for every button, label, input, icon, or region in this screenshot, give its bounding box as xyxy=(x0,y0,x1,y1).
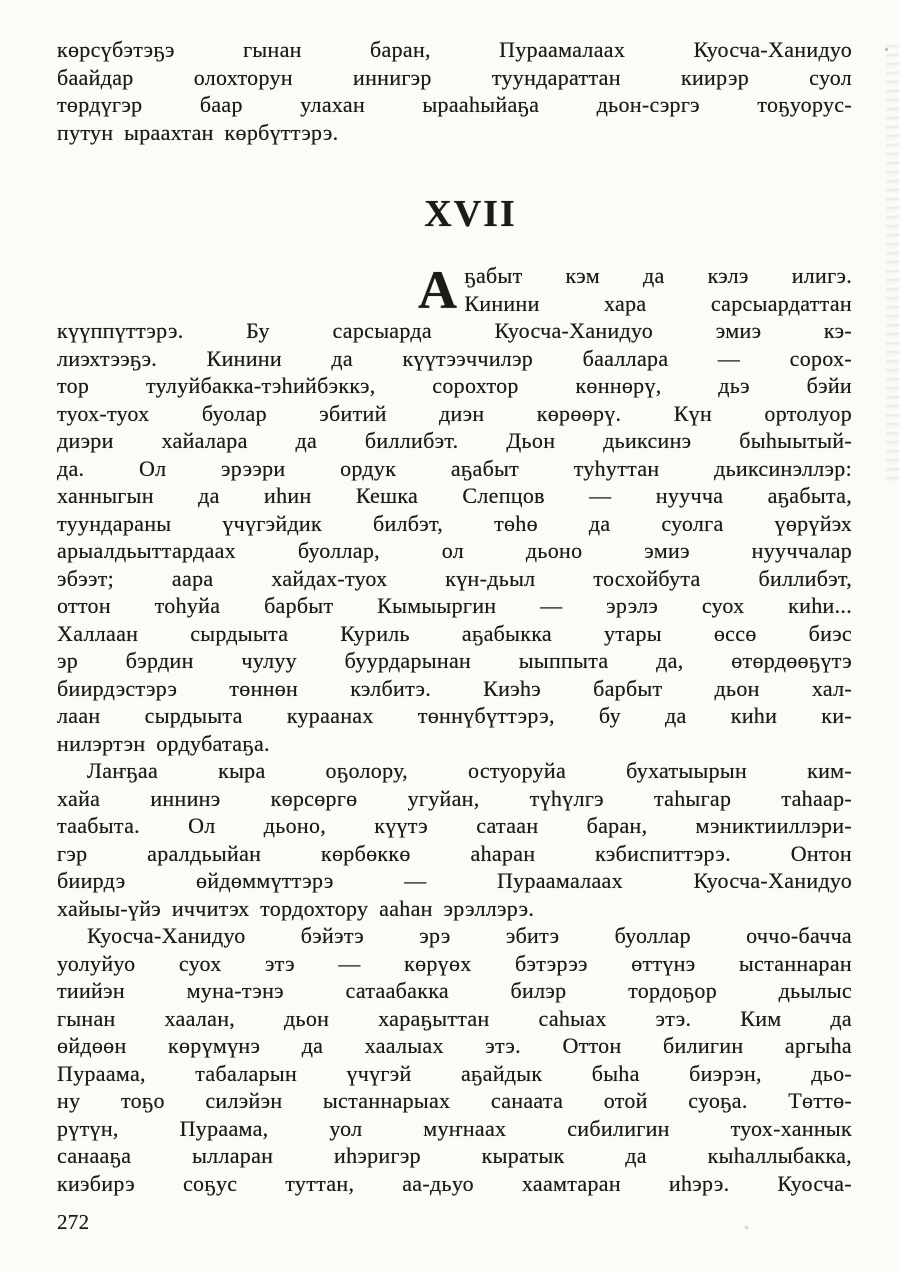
text-line: ҕабыт кэм да кэлэ илигэ. xyxy=(464,263,852,288)
text-line: биирдэ өйдөммүттэрэ — Пураамалаах Куосча-Ханидуо xyxy=(57,868,852,893)
text-line: путун ыраахтан көрбүттэрэ. xyxy=(57,119,339,145)
text-line: лиэхтээҕэ. Кинини да күүтээччилэр бааллара — сорох- xyxy=(57,345,852,371)
text-line: ханныгын да иһин Кешка Слепцов — нуучча аҕабыта, xyxy=(57,483,852,508)
text-line: Халлаан сырдыыта Куриль аҕабыкка утары өссө биэс xyxy=(57,620,852,646)
text-line: таабыта. Ол дьоно, күүтэ сатаан баран, мэниктииллэри- xyxy=(57,813,852,838)
text-line: төрдүгэр баар улахан ырааһыйаҕа дьон-сэргэ тоҕуорус- xyxy=(57,92,852,117)
paragraph-continuation xyxy=(57,36,852,146)
page-number: 272 xyxy=(57,1210,90,1234)
text-line: туох-туох буолар эбитий диэн көрөөрү. Күн ортолуор xyxy=(57,400,852,426)
text-line: хайыы-үйэ иччитэх тордохтору ааһан эрэллэрэ. xyxy=(57,895,535,921)
text-line: лаан сырдыыта кураанах төннүбүттэрэ, бу да киһи ки- xyxy=(57,703,852,728)
dropcap-letter: А xyxy=(418,260,458,320)
scan-speck-artifact xyxy=(885,48,888,51)
paragraph-3 xyxy=(57,922,852,1197)
text-line: күүппүттэрэ. Бу сарсыарда Куосча-Ханидуо эмиэ кэ- xyxy=(57,318,852,343)
text-line: Куосча-Ханидуо бэйэтэ эрэ эбитэ буоллар оччо-бачча xyxy=(87,923,852,948)
text-line: тиийэн муна-тэнэ сатаабакка билэр тордоҕор дьылыс xyxy=(57,978,852,1003)
text-line: гынан хаалан, дьон хараҕыттан саһыах этэ. Ким да xyxy=(57,1005,852,1031)
text-line: гэр аралдьыйан көрбөккө аһаран кэбиспиттэрэ. Онтон xyxy=(57,840,852,866)
text-line: Лаҥҕаа кыра оҕолору, остуоруйа бухатыырын ким- xyxy=(87,758,852,783)
text-line: Кинини хара сарсыардаттан xyxy=(464,290,852,316)
text-line: диэри хайалара да биллибэт. Дьон дьиксинэ быһыытый- xyxy=(57,428,852,453)
text-line: биирдэстэрэ төннөн кэлбитэ. Киэһэ барбыт дьон хал- xyxy=(57,675,852,701)
chapter-opening-lines xyxy=(464,262,852,317)
paragraph-2 xyxy=(57,757,852,922)
text-line: эр бэрдин чулуу буурдарынан ыыппыта да, өтөрдөөҕүтэ xyxy=(57,648,852,673)
text-line: оттон тоһуйа барбыт Кымыыргин — эрэлэ суох киһи... xyxy=(57,593,852,618)
text-line: көрсүбэтэҕэ гынан баран, Пураамалаах Куосча-Ханидуо xyxy=(57,37,852,62)
text-line: хайа иннинэ көрсөргө угуйан, түһүлгэ таһыгар таһаар- xyxy=(57,785,852,811)
scan-edge-artifact xyxy=(886,45,899,485)
text-line: киэбирэ соҕус туттан, аа-дьуо хаамтаран иһэрэ. Куосча- xyxy=(57,1170,852,1196)
text-line: рүтүн, Пураама, уол муҥнаах сибилигин туох-ханнык xyxy=(57,1115,852,1141)
paragraph-opening-tail xyxy=(57,317,852,757)
text-line: арыалдьыттардаах буоллар, ол дьоно эмиэ нууччалар xyxy=(57,538,852,563)
chapter-heading: XVII xyxy=(424,193,517,235)
text-line: эбээт; аара хайдах-туох күн-дьыл тосхойбута биллибэт, xyxy=(57,565,852,591)
text-line: санааҕа ылларан иһэригэр кыратык да кыһаллыбакка, xyxy=(57,1143,852,1168)
text-line: уолуйуо суох этэ — көрүөх бэтэрээ өттүнэ ыстаннаран xyxy=(57,950,852,976)
text-line: тор тулуйбакка-тэһийбэккэ, сорохтор көннөрү, дьэ бэйи xyxy=(57,373,852,398)
text-line: Пураама, табаларын үчүгэй аҕайдык быһа биэрэн, дьо- xyxy=(57,1060,852,1086)
text-line: да. Ол эрээри ордук аҕабыт туһуттан дьиксинэллэр: xyxy=(57,455,852,481)
text-line: нилэртэн ордубатаҕа. xyxy=(57,730,270,756)
text-line: өйдөөн көрүмүнэ да хаалыах этэ. Оттон билигин аргыһа xyxy=(57,1033,852,1058)
text-line: баайдар олохторун иннигэр туундараттан киирэр суол xyxy=(57,64,852,90)
text-line: ну тоҕо силэйэн ыстаннарыах санаата отой суоҕа. Төттө- xyxy=(57,1088,852,1113)
chapter-opening xyxy=(418,260,852,320)
text-line: туундараны үчүгэйдик билбэт, төһө да суолга үөрүйэх xyxy=(57,510,852,536)
